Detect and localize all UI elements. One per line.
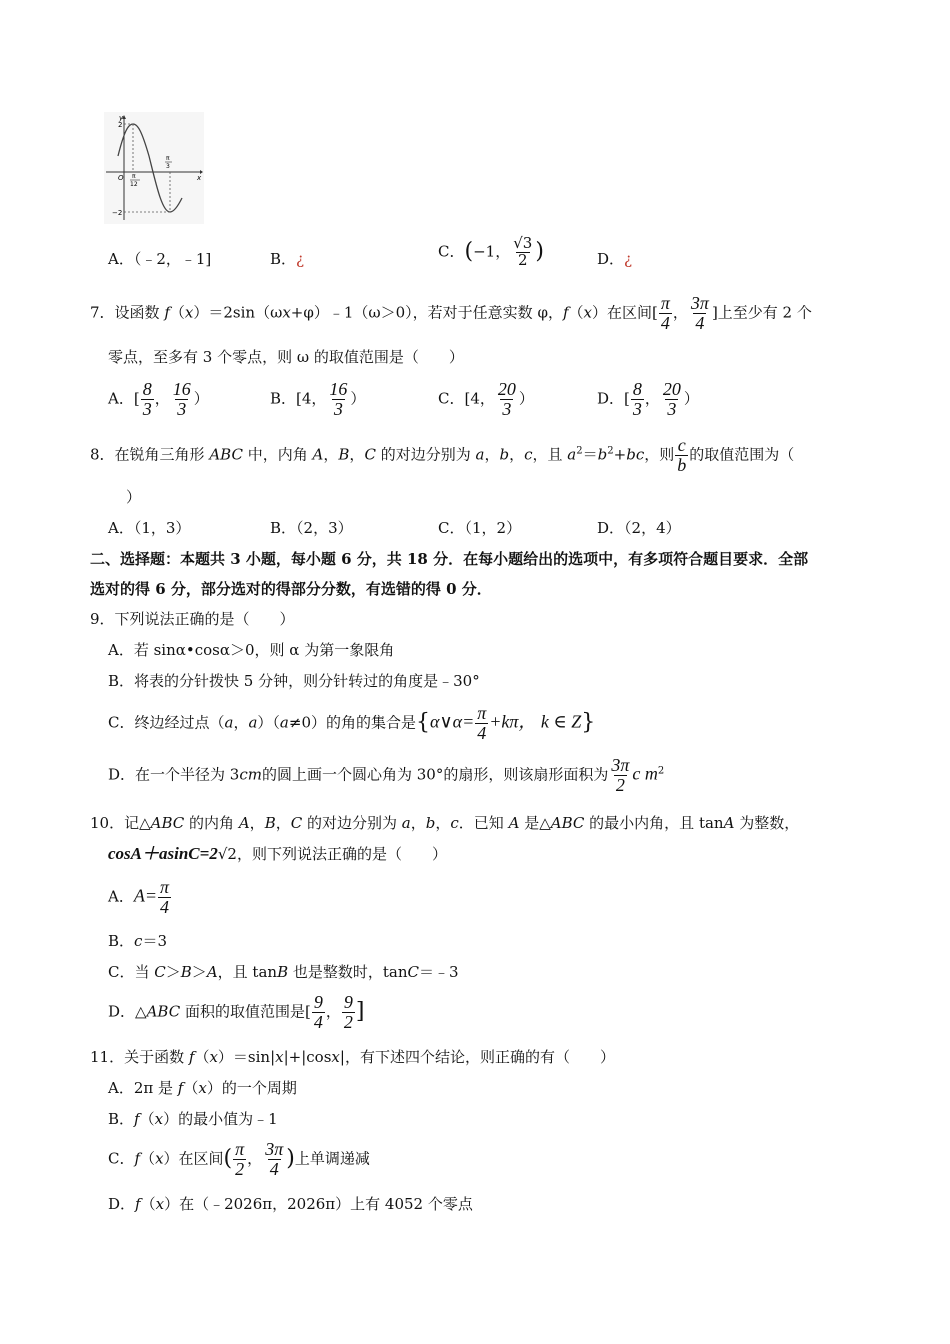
tick-pi3-num: π: [166, 155, 170, 162]
q6-option-d: D．¿: [597, 250, 633, 268]
q7-stem-line2: 零点，至多有 3 个零点，则 ω 的取值范围是（ ）: [108, 348, 464, 366]
q7-stem-line1: 7．设函数 f（x）＝2sin（ωx+φ）﹣1（ω＞0），若对于任意实数 φ，f（x）在区间[ $\frac{\pi}{4}$ ， $\frac{3\pi}{4}$ ]上至少有 2 个: [90, 293, 812, 333]
sine-graph-figure: [104, 112, 204, 224]
q11-option-d: D．f（x）在（﹣2026π，2026π）上有 4052 个零点: [108, 1195, 473, 1213]
q10-option-d: D．△ABC 面积的取值范围是[ $\frac{9}{4}$ ， $\frac{9}{2}$ ]: [108, 992, 365, 1032]
q9-option-b: B．将表的分针拨快 5 分钟，则分针转过的角度是﹣30°: [108, 672, 480, 690]
q8-option-a: A．（1，3）: [108, 519, 191, 537]
tick-pi12-den: 12: [130, 181, 138, 188]
q8-option-b: B．（2，3）: [270, 519, 353, 537]
ymax-label: 2: [118, 121, 123, 129]
q8-stem-line2: ）: [126, 488, 142, 506]
tick-pi12-num: π: [132, 173, 136, 180]
q7-option-d: D．[ $\frac{8}{3}$ ， $\frac{20}{3}$ ）: [597, 379, 699, 419]
section2-heading-line2: 选对的得 6 分，部分选对的得部分分数，有选错的得 0 分．: [90, 580, 492, 598]
q8-option-c: C．（1，2）: [438, 519, 522, 537]
q6-option-b: B．¿: [270, 250, 305, 268]
q7-option-b: B．[4， $\frac{16}{3}$ ）: [270, 379, 366, 419]
q10-stem-line1: 10．记△ABC 的内角 A，B，C 的对边分别为 a，b，c．已知 A 是△ABC 的最小内角，且 tanA 为整数，: [90, 814, 800, 832]
q6-option-c: C．(−1， $\frac{√3}{2}$ ): [438, 234, 544, 269]
tick-pi3-den: 3: [166, 163, 170, 170]
y-label: y: [119, 114, 124, 122]
q6-option-a: A．（﹣2，﹣1]: [108, 250, 212, 268]
origin-label: O: [118, 174, 124, 182]
q9-option-d: D．在一个半径为 3cm的圆上画一个圆心角为 30°的扇形，则该扇形面积为 $\frac{3\pi}{2}$ c $m^2$: [108, 755, 665, 795]
section2-heading-line1: 二、选择题：本题共 3 小题，每小题 6 分，共 18 分．在每小题给出的选项中，有多项符合题目要求．全部: [90, 550, 809, 568]
q11-option-c: C．f（x）在区间( $\frac{\pi}{2}$ ， $\frac{3\pi}{4}$ )上单调递减: [108, 1139, 370, 1179]
q11-option-a: A．2π 是 f（x）的一个周期: [108, 1079, 297, 1097]
q9-stem: 9．下列说法正确的是（ ）: [90, 610, 295, 628]
q8-option-d: D．（2，4）: [597, 519, 681, 537]
q10-option-a: A．A= $\frac{\pi}{4}$: [108, 877, 170, 917]
q11-stem: 11．关于函数 f（x）＝sin|x|+|cosx|，有下述四个结论，则正确的有（ ）: [90, 1048, 615, 1066]
ymin-label: −2: [112, 209, 123, 217]
q8-stem-line1: 8．在锐角三角形 ABC 中，内角 A，B，C 的对边分别为 a，b，c，且 $a^2=b^2+bc$，则 $\frac{c}{b}$ 的取值范围为（: [90, 435, 795, 475]
q10-stem-line2: cosA＋asinC=2√2，则下列说法正确的是（ ）: [108, 844, 447, 863]
q7-option-c: C．[4， $\frac{20}{3}$ ）: [438, 379, 534, 419]
q11-option-b: B．f（x）的最小值为﹣1: [108, 1110, 278, 1128]
x-label: x: [197, 174, 202, 182]
q9-option-c: C．终边经过点（a，a）（a≠0）的角的集合是{α∨α= $\frac{\pi}{4}$ +kπ， k ∈ Z}: [108, 703, 596, 743]
q9-option-a: A．若 sinα•cosα＞0，则 α 为第一象限角: [108, 641, 395, 659]
q10-option-c: C．当 C＞B＞A，且 tanB 也是整数时，tanC＝﹣3: [108, 963, 459, 981]
q7-option-a: A．[ $\frac{8}{3}$ ， $\frac{16}{3}$ ）: [108, 379, 209, 419]
q10-option-b: B．c＝3: [108, 932, 167, 950]
